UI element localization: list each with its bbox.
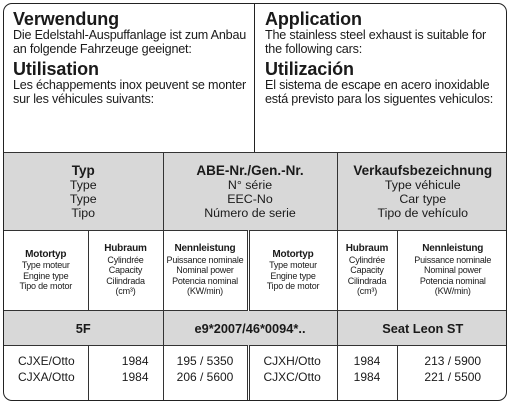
motor-cell-2: CJXH/Otto CJXC/Otto — [248, 346, 337, 402]
table-subheader-row — [4, 231, 507, 311]
capacity-cell-2: 1984 1984 — [337, 346, 397, 402]
header-type: Typ Type Type Tipo — [4, 153, 163, 231]
motor-cell-1 — [4, 346, 88, 402]
table-header-row — [4, 153, 507, 231]
subheader-power-1: Nennleistung Puissance nominale Nominal power Potencia nominal (KW/min) — [163, 231, 248, 311]
intro-right-column — [265, 10, 503, 110]
heading-de: Verwendung — [13, 9, 120, 29]
value-abe: e9*2007/46*0094*.. — [163, 311, 337, 346]
intro-left-column — [13, 10, 251, 110]
text-en: The stainless steel exhaust is suitable for the following cars: — [265, 28, 487, 56]
header-abe: ABE-Nr./Gen.-Nr. N° série EEC-No Número de serie — [163, 153, 337, 231]
application-card — [3, 3, 507, 401]
subheader-capacity-2: Hubraum Cylindrée Capacity Cilindrada (cm³) — [337, 231, 397, 311]
heading-fr: Utilisation — [13, 59, 99, 79]
table-row: CJXA/Otto — [18, 370, 75, 384]
text-fr: Les échappements inox peuvent se monter sur les véhicules suivants: — [13, 78, 247, 106]
subheader-motor-1: Motortyp Type moteur Engine type Tipo de motor — [4, 231, 88, 311]
table-values-row — [4, 311, 507, 346]
subheader-power-2: Nennleistung Puissance nominale Nominal power Potencia nominal (KW/min) — [397, 231, 507, 311]
header-designation: Verkaufsbezeichnung Type véhicule Car type Tipo de vehículo — [337, 153, 507, 231]
heading-es: Utilización — [265, 59, 354, 79]
intro-divider — [254, 4, 255, 152]
subheader-motor-2: Motortyp Type moteur Engine type Tipo de motor — [248, 231, 337, 311]
table-data-row — [4, 346, 507, 402]
heading-en: Application — [265, 9, 362, 29]
power-cell-2: 213 / 5900 221 / 5500 — [397, 346, 507, 402]
text-de: Die Edelstahl-Auspuffanlage ist zum Anbau an folgende Fahrzeuge geeignet: — [13, 28, 247, 56]
power-cell-1: 195 / 5350 206 / 5600 — [163, 346, 248, 402]
value-type: 5F — [4, 311, 163, 346]
vehicle-table — [4, 152, 507, 401]
table-row: CJXE/Otto — [18, 354, 75, 368]
text-es: El sistema de escape en acero inoxidable está previsto para los siguentes vehiculos: — [265, 78, 494, 106]
subheader-capacity-1: Hubraum Cylindrée Capacity Cilindrada (cm³) — [88, 231, 163, 311]
value-designation: Seat Leon ST — [337, 311, 507, 346]
capacity-cell-1: 1984 1984 — [88, 346, 163, 402]
intro-section — [4, 4, 506, 152]
